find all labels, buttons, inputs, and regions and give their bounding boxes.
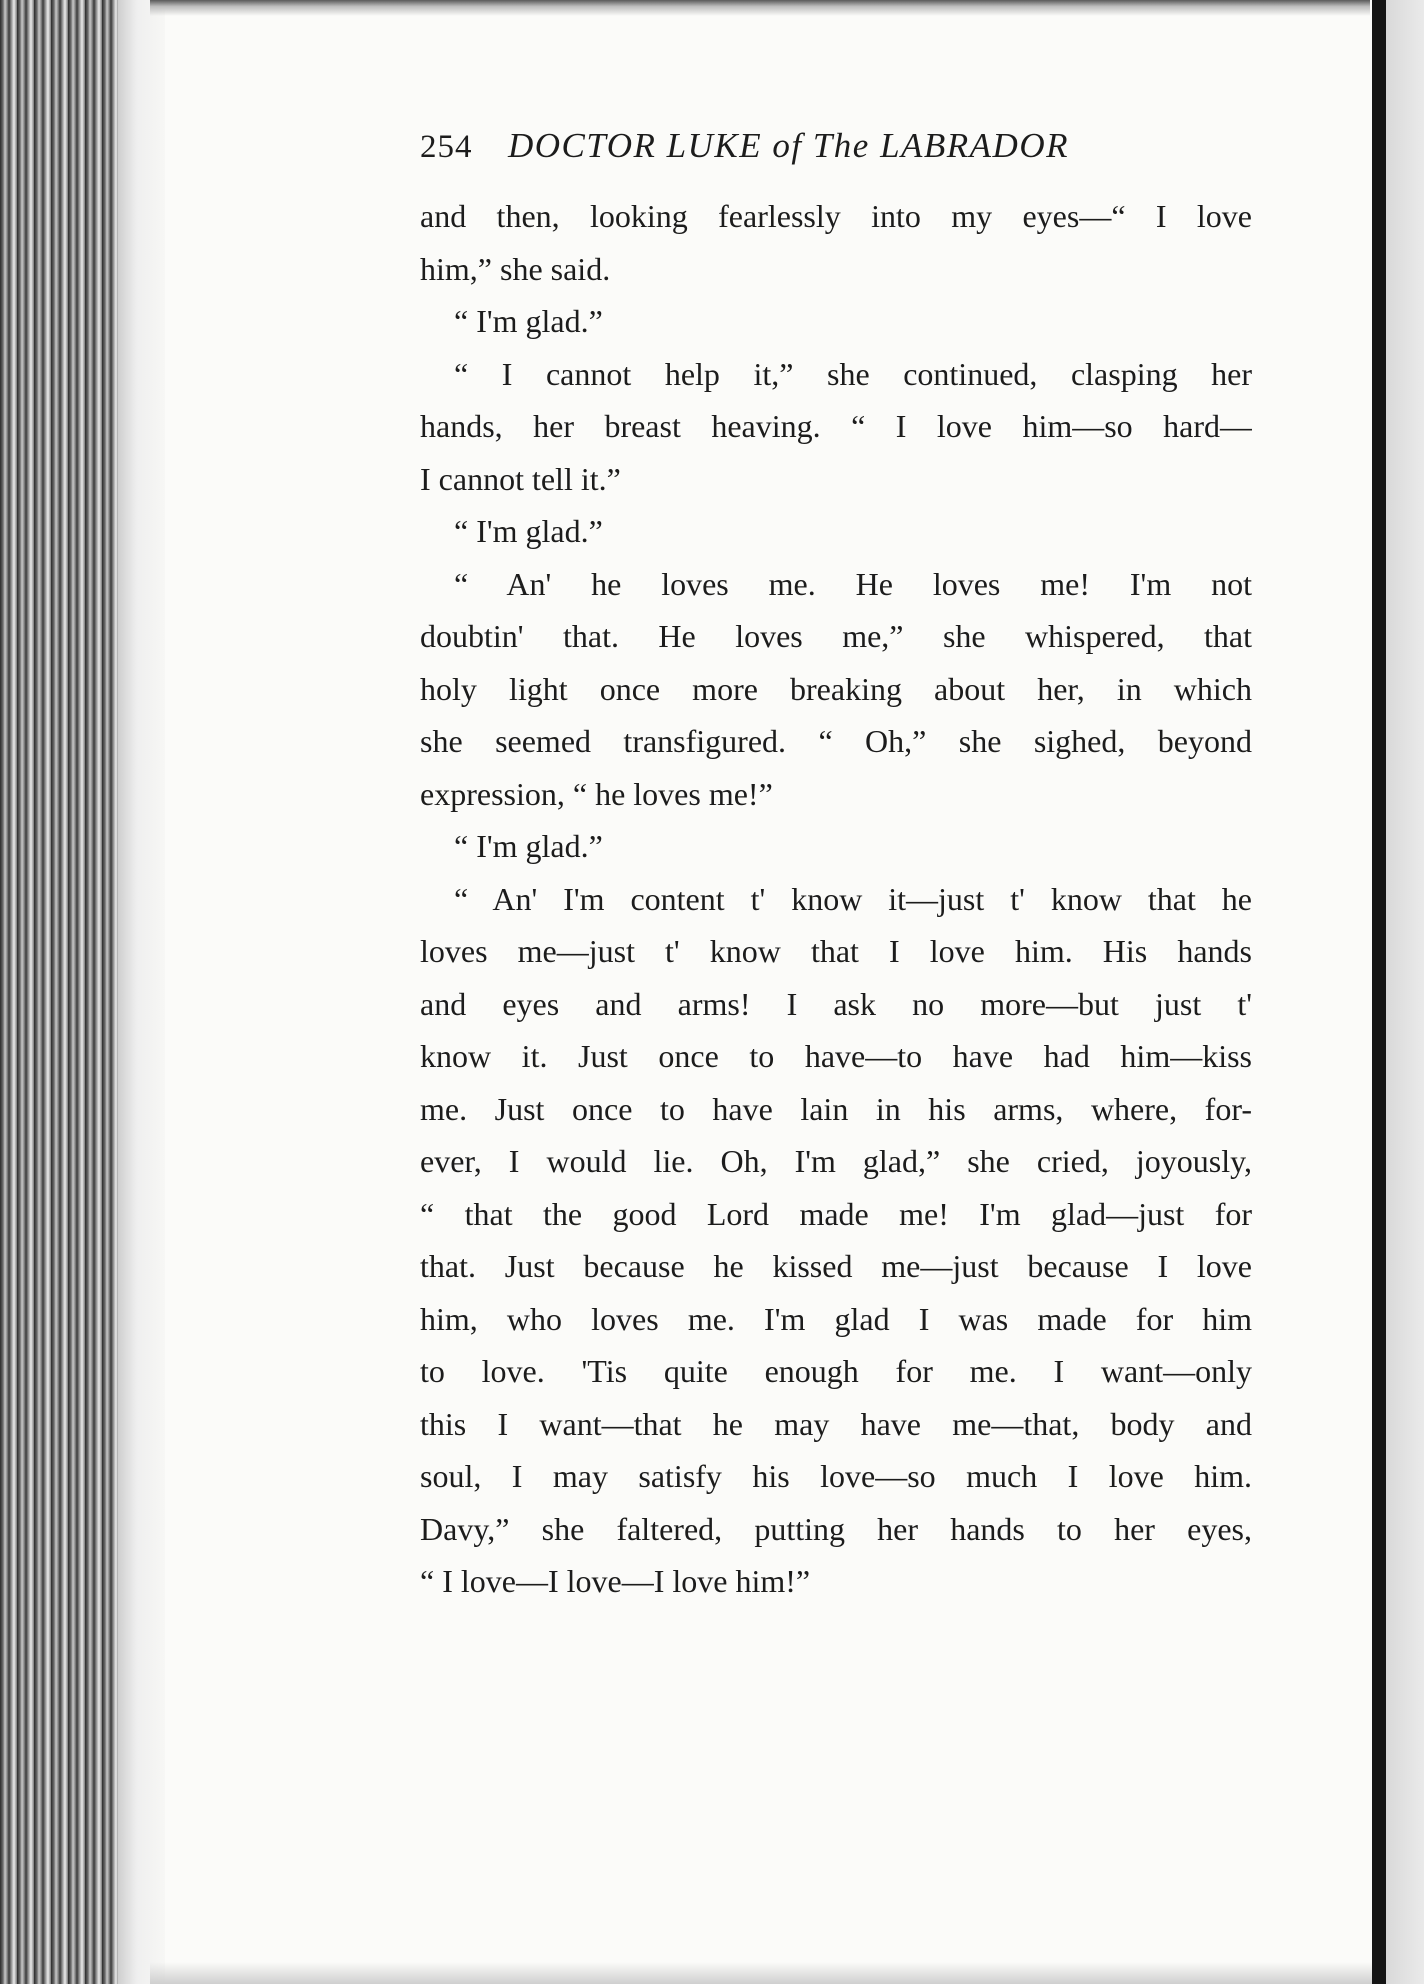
text-line: to love. 'Tis quite enough for me. I want—only <box>420 1353 1252 1389</box>
text-line: “ I'm glad.” <box>454 303 603 339</box>
text-line: me. Just once to have lain in his arms, where, for- <box>420 1090 1252 1127</box>
text-line: doubtin' that. He loves me,” she whispered, that <box>420 618 1252 654</box>
text-line: and eyes and arms! I ask no more—but just t' <box>420 985 1252 1022</box>
text-line: Davy,” she faltered, putting her hands to her eyes, <box>420 1510 1252 1547</box>
text-line: expression, “ he loves me!” <box>420 775 773 812</box>
top-shadow <box>150 0 1370 16</box>
text-line: and then, looking fearlessly into my eyes—“ I love <box>420 198 1252 234</box>
page-edges <box>0 0 165 1984</box>
text-line: know it. Just once to have—to have had him—kiss <box>420 1038 1252 1074</box>
text-block <box>420 126 1252 1608</box>
text-line: loves me—just t' know that I love him. His hands <box>420 933 1252 969</box>
text-line: “ that the good Lord made me! I'm glad—just for <box>420 1195 1252 1232</box>
text-line: soul, I may satisfy his love—so much I love him. <box>420 1458 1252 1494</box>
running-head <box>420 126 1252 190</box>
page-number: 254 <box>420 129 473 165</box>
text-line: “ I'm glad.” <box>454 828 603 864</box>
text-line: him,” she said. <box>420 250 611 287</box>
text-line: that. Just because he kissed me—just because I love <box>420 1248 1252 1284</box>
text-line: this I want—that he may have me—that, body and <box>420 1405 1252 1442</box>
bottom-edge <box>150 1962 1372 1984</box>
text-line: “ I'm glad.” <box>454 513 603 549</box>
text-line: “ I love—I love—I love him!” <box>420 1563 811 1599</box>
text-line: him, who loves me. I'm glad I was made for him <box>420 1300 1252 1337</box>
facing-page-gutter <box>1372 0 1386 1984</box>
body-text <box>420 190 1252 1608</box>
text-line: “ An' I'm content t' know it—just t' know that he <box>454 880 1252 917</box>
text-line: I cannot tell it.” <box>420 460 621 497</box>
facing-page-edge <box>1386 0 1424 1984</box>
text-line: “ An' he loves me. He loves me! I'm not <box>454 565 1252 602</box>
text-line: ever, I would lie. Oh, I'm glad,” she cried, joyously, <box>420 1143 1252 1179</box>
text-line: she seemed transfigured. “ Oh,” she sighed, beyond <box>420 723 1252 759</box>
text-line: holy light once more breaking about her, in which <box>420 670 1252 707</box>
book-title: DOCTOR LUKE of The LABRADOR <box>508 126 1069 165</box>
text-line: hands, her breast heaving. “ I love him—so hard— <box>420 408 1252 444</box>
text-line: “ I cannot help it,” she continued, clasping her <box>454 355 1252 392</box>
